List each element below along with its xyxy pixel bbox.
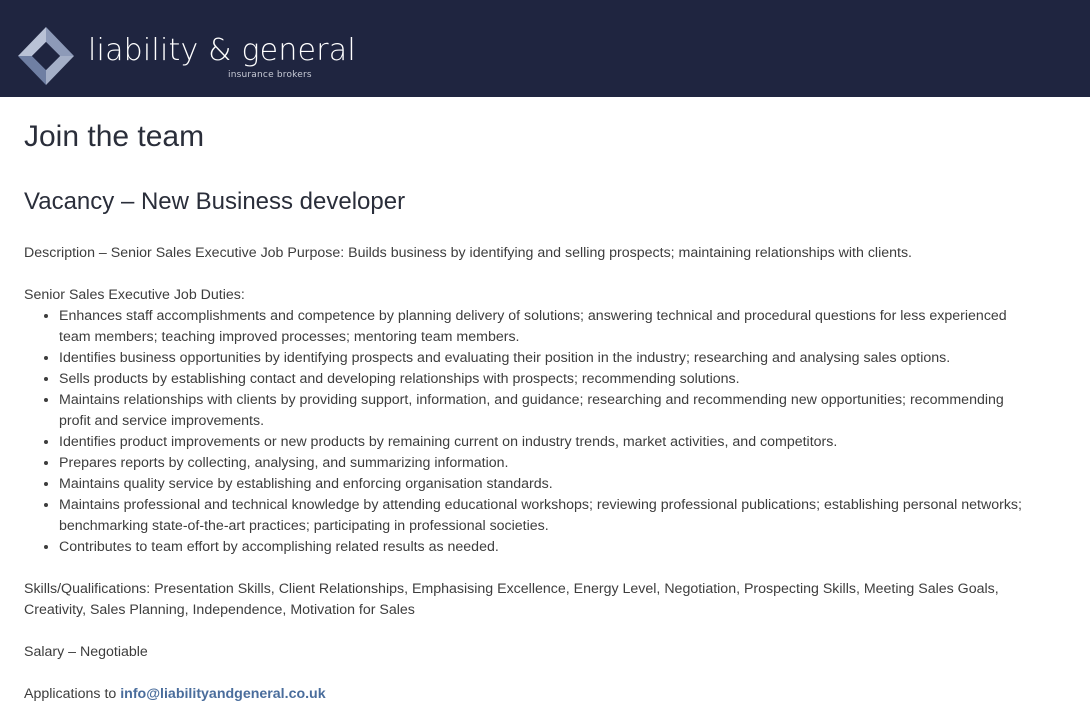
site-header xyxy=(0,0,1090,97)
brand-name[interactable]: liability & general xyxy=(88,33,356,68)
applications-line xyxy=(24,684,1034,705)
duties-list xyxy=(24,306,1034,558)
list-item: • Maintains professional and technical knowledge by attending educational workshops; reviewing professional publications; establishing personal networks; benchmarking state-of-the-art practices; participating in professional societies. xyxy=(59,495,1034,537)
list-item: • Sells products by establishing contact and developing relationships with prospects; recommending solutions. xyxy=(59,369,1034,390)
vacancy-body xyxy=(24,243,1034,705)
applications-label: Applications to xyxy=(24,686,121,702)
skills-text: Skills/Qualifications: Presentation Skills, Client Relationships, Emphasising Excellence, Energy Level, Negotiation, Prospecting Skills, Meeting Sales Goals, Creativity, Sales Planning, Independence, Motivation for Sales xyxy=(24,581,999,618)
salary-text: Salary – Negotiable xyxy=(24,644,148,660)
list-item: • Prepares reports by collecting, analysing, and summarizing information. xyxy=(59,453,1034,474)
list-item: • Contributes to team effort by accomplishing related results as needed. xyxy=(59,537,1034,558)
brand-tagline: insurance brokers xyxy=(228,70,312,80)
vacancy-title: Vacancy – New Business developer xyxy=(24,188,406,215)
list-item: • Enhances staff accomplishments and competence by planning delivery of solutions; answering technical and procedural questions for less experienced team members; teaching improved processes; mentoring team members. xyxy=(59,306,1034,348)
job-description: Description – Senior Sales Executive Job Purpose: Builds business by identifying and selling prospects; maintaining relationships with clients. xyxy=(24,245,912,261)
list-item: • Maintains quality service by establishing and enforcing organisation standards. xyxy=(59,474,1034,495)
diamond-logo-icon[interactable] xyxy=(16,27,76,85)
list-item: • Identifies business opportunities by identifying prospects and evaluating their position in the industry; researching and analysing sales options. xyxy=(59,348,1034,369)
email-link[interactable]: info@liabilityandgeneral.co.uk xyxy=(120,686,326,702)
list-item: • Maintains relationships with clients by providing support, information, and guidance; researching and recommending new opportunities; recommending profit and service improvements. xyxy=(59,390,1034,432)
list-item: • Identifies product improvements or new products by remaining current on industry trends, market activities, and competitors. xyxy=(59,432,1034,453)
page-title: Join the team xyxy=(24,120,205,153)
duties-heading: Senior Sales Executive Job Duties: xyxy=(24,287,245,303)
